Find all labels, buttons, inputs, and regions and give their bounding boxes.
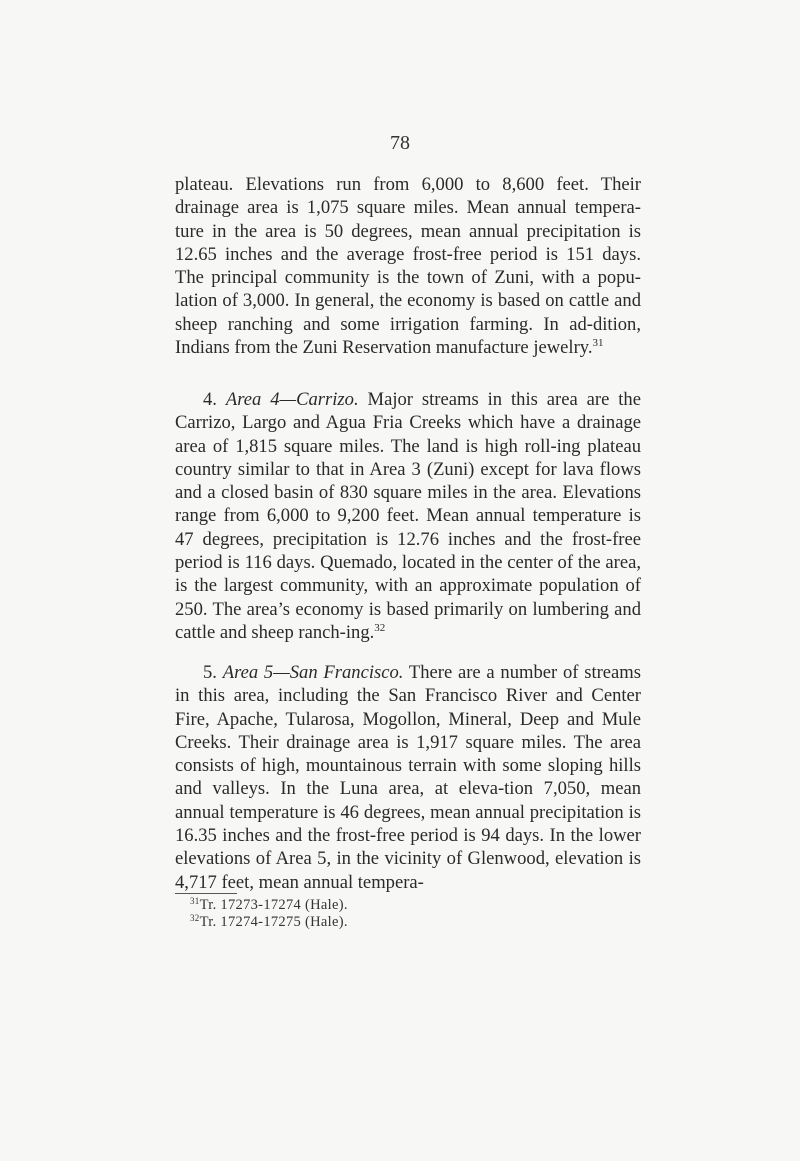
footnote-reference: 31 [592,337,604,350]
paragraph-area-5-san-francisco [175,661,641,894]
footnote [190,897,348,914]
paragraph-text: plateau. Elevations run from 6,000 to 8,600 feet. Their drainage area is 1,075 square miles. Mean annual tempera-ture in the area is 50 degrees, mean annual precipitation is 12.65 inches and the average frost-free period is 151 days. The principal community is the town of Zuni, with a popu-lation of 3,000. In general, the economy is based on cattle and sheep ranching and some irrigation farming. In ad-dition, Indians from the Zuni Reservation manufacture jewelry. [175,174,641,359]
footnote-marker: 31 [190,896,200,906]
footnote-text: Tr. 17274-17275 (Hale). [199,914,348,930]
footnotes [190,897,348,931]
footnote-text: Tr. 17273-17274 (Hale). [199,897,348,913]
footnote-divider [175,893,237,894]
section-heading: Area 4—Carrizo. [225,389,359,410]
paragraph-area-4-carrizo [175,388,641,644]
footnote-reference: 32 [374,621,386,634]
footnote [190,914,348,931]
section-number: 4. [203,389,217,410]
paragraph-text: There are a number of streams in this area, including the San Francisco River and Center Fire, Apache, Tularosa, Mogollon, Mineral, Deep and Mule Creeks. Their drainage area is 1,917 square miles. The area consists of high, mountainous terrain with some sloping hills and valleys. In the Luna area, at eleva-tion 7,050, mean annual temperature is 46 degrees, mean annual precipitation is 16.35 inches and the frost-free period is 94 days. In the lower elevations of Area 5, in the vicinity of Glenwood, elevation is 4,717 feet, mean annual tempera- [175,662,642,893]
page-number: 78 [390,132,410,154]
section-heading: Area 5—San Francisco. [222,662,404,683]
paragraph-text: Major streams in this area are the Carrizo, Largo and Agua Fria Creeks which have a drainage area of 1,815 square miles. The land is high roll-ing plateau country similar to that in Area 3 (Zuni) except for lava flows and a closed basin of 830 square miles in the area. Elevations range from 6,000 to 9,200 feet. Mean annual temperature is 47 degrees, precipitation is 12.76 inches and the frost-free period is 116 days. Quemado, located in the center of the area, is the largest community, with an approximate population of 250. The area’s economy is based primarily on lumbering and cattle and sheep ranch-ing. [175,389,641,643]
section-number: 5. [203,662,217,683]
paragraph-zuni-continued [175,173,641,359]
footnote-marker: 32 [190,913,200,923]
